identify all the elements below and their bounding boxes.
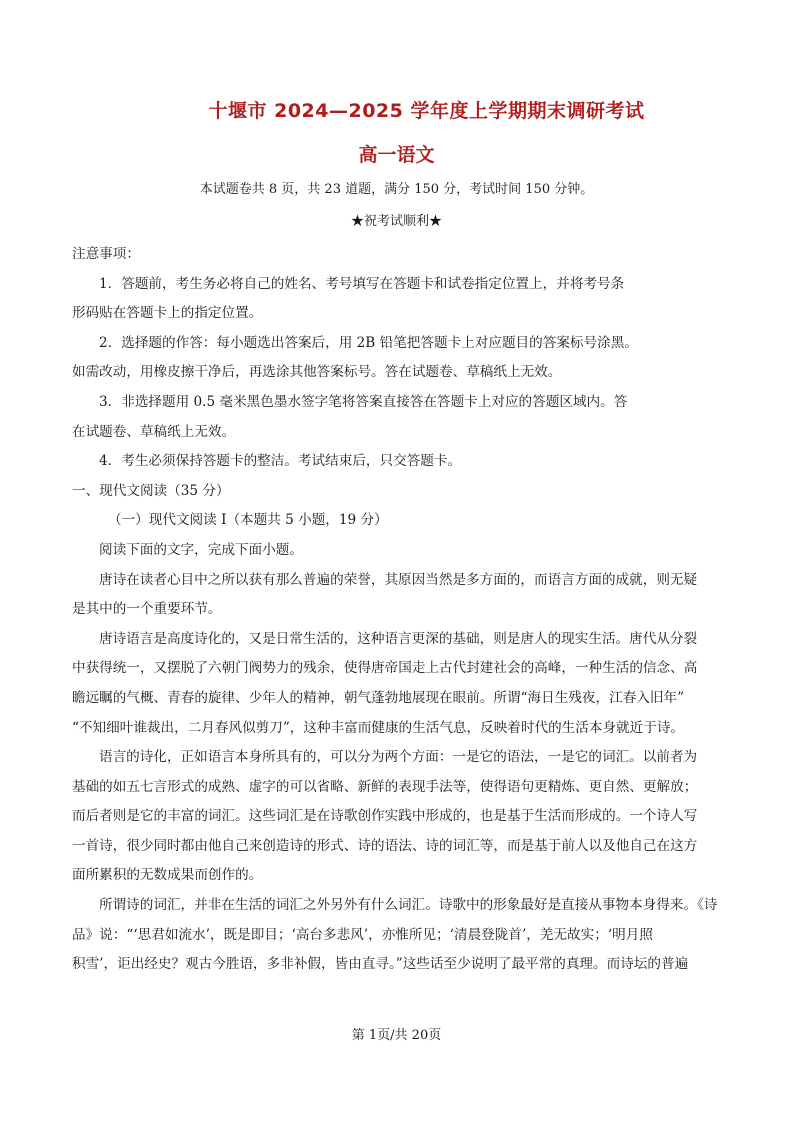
passage-line: 基础的如五七言形式的成熟、虚字的可以省略、新鲜的表现手法等，使得语句更精炼、更自然、更解放； <box>72 778 698 795</box>
passage-line: 唐诗在读者心目中之所以获有那么普遍的荣誉，其原因当然是多方面的，而语言方面的成就，则无疑 <box>99 571 698 588</box>
passage-line: 语言的诗化，正如语言本身所具有的，可以分为两个方面：一是它的语法，一是它的词汇。以前者为 <box>99 749 698 766</box>
passage-line: 唐诗语言是高度诗化的，又是日常生活的，这种语言更深的基础，则是唐人的现实生活。唐代从分裂 <box>99 630 698 647</box>
notes-heading: 注意事项： <box>72 246 140 262</box>
exam-info: 本试题卷共 8 页，共 23 道题，满分 150 分，考试时间 150 分钟。 <box>199 182 594 197</box>
notes-item: 在试题卷、草稿纸上无效。 <box>72 423 236 440</box>
notes-item: 1．答题前，考生务必将自己的姓名、考号填写在答题卡和试卷指定位置上，并将考号条 <box>99 275 625 292</box>
notes-item: 2．选择题的作答：每小题选出答案后，用 2B 铅笔把答题卡上对应题目的答案标号涂黑。 <box>99 334 638 351</box>
passage-line: 所谓诗的词汇，并非在生活的词汇之外另外有什么词汇。诗歌中的形象最好是直接从事物本身得来。《诗 <box>99 897 718 914</box>
passage-line: 一首诗，很少同时都由他自己来创造诗的形式、诗的语法、诗的词汇等，而是基于前人以及他自己在这方 <box>72 837 698 854</box>
subsection-heading: （一）现代文阅读 I（本题共 5 小题，19 分） <box>108 512 388 529</box>
notes-item: 形码贴在答题卡上的指定位置。 <box>72 305 263 322</box>
good-luck-line: ★祝考试顺利★ <box>350 214 442 229</box>
passage-line: 瞻远瞩的气概、青春的旋律、少年人的精神，朝气蓬勃地展现在眼前。所谓“海日生残夜，江春入旧年” <box>72 689 685 706</box>
exam-title: 十堰市 2024—2025 学年度上学期期末调研考试 <box>208 100 645 122</box>
passage-line: 积雪’，讵出经史？观古今胜语，多非补假，皆由直寻。”这些话至少说明了最平常的真理。而诗坛的普遍 <box>72 956 689 973</box>
notes-item: 3．非选择题用 0.5 毫米黑色墨水签字笔将答案直接答在答题卡上对应的答题区域内。答 <box>99 393 628 410</box>
section-heading: 一、现代文阅读（35 分） <box>72 482 230 499</box>
exam-body <box>72 240 732 980</box>
passage-line: 中获得统一，又摆脱了六朝门阀势力的残余，使得唐帝国走上古代封建社会的高峰，一种生活的信念、高 <box>72 660 698 677</box>
passage-line: 品》说：“‘思君如流水’，既是即目；‘高台多悲风’，亦惟所见；‘清晨登陇首’，羌无故实；‘明月照 <box>72 926 653 943</box>
passage-line: 面所累积的无数成果而创作的。 <box>72 867 263 884</box>
passage-line: 是其中的一个重要环节。 <box>72 601 222 618</box>
reading-instruction: 阅读下面的文字，完成下面小题。 <box>99 541 303 558</box>
notes-item: 4．考生必须保持答题卡的整洁。考试结束后，只交答题卡。 <box>99 453 462 470</box>
notes-item: 如需改动，用橡皮擦干净后，再选涂其他答案标号。答在试题卷、草稿纸上无效。 <box>72 364 562 381</box>
passage-line: 而后者则是它的丰富的词汇。这些词汇是在诗歌创作实践中形成的，也是基于生活而形成的。一个诗人写 <box>72 808 698 825</box>
exam-subject: 高一语文 <box>358 144 435 166</box>
passage-line: “不知细叶谁裁出，二月春风似剪刀”，这种丰富而健康的生活气息，反映着时代的生活本身就近于诗。 <box>72 719 685 736</box>
page-number: 第 1页/共 20页 <box>351 1028 442 1043</box>
